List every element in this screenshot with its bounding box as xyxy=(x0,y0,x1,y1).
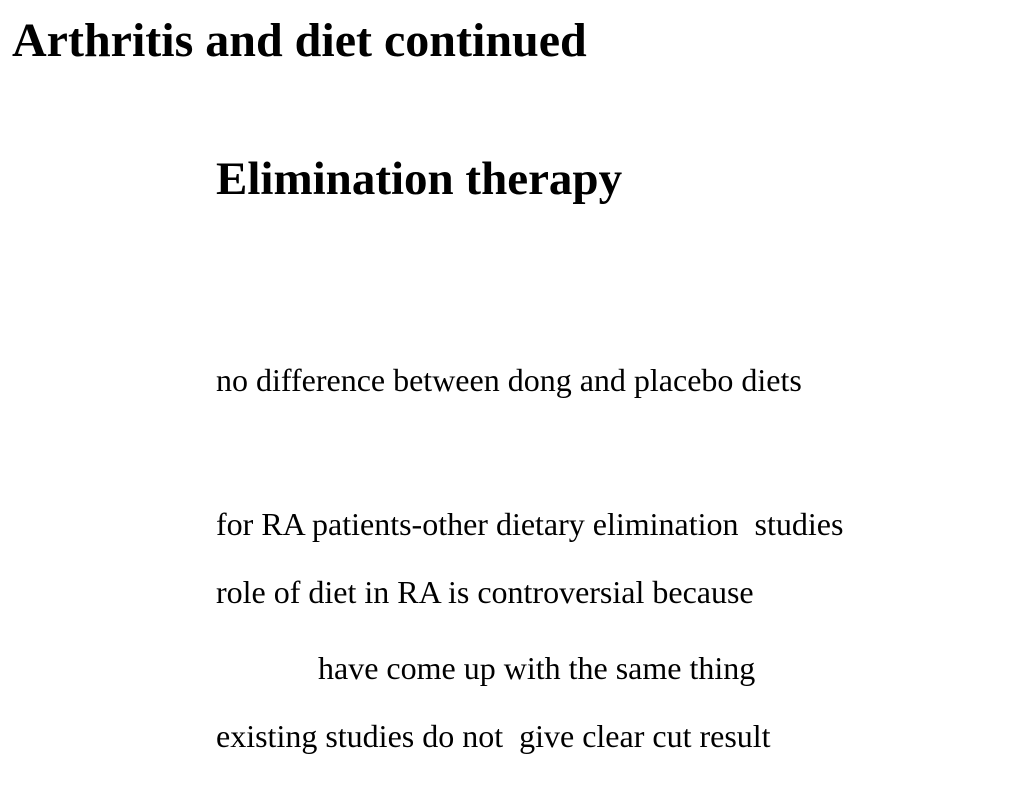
paragraph-line: no difference between dong and placebo diets xyxy=(216,362,802,398)
slide-title: Arthritis and diet continued xyxy=(12,14,587,67)
paragraph-line: existing studies do not give clear cut result xyxy=(216,718,771,754)
paragraph-line: for RA patients-other dietary elimination studies xyxy=(216,506,844,542)
paragraph-line: have come up with the same thing xyxy=(318,650,756,686)
paragraph-line: role of diet in RA is controversial because xyxy=(216,574,754,610)
paragraph-diet-controversy xyxy=(216,472,771,808)
section-subtitle: Elimination therapy xyxy=(216,153,623,205)
